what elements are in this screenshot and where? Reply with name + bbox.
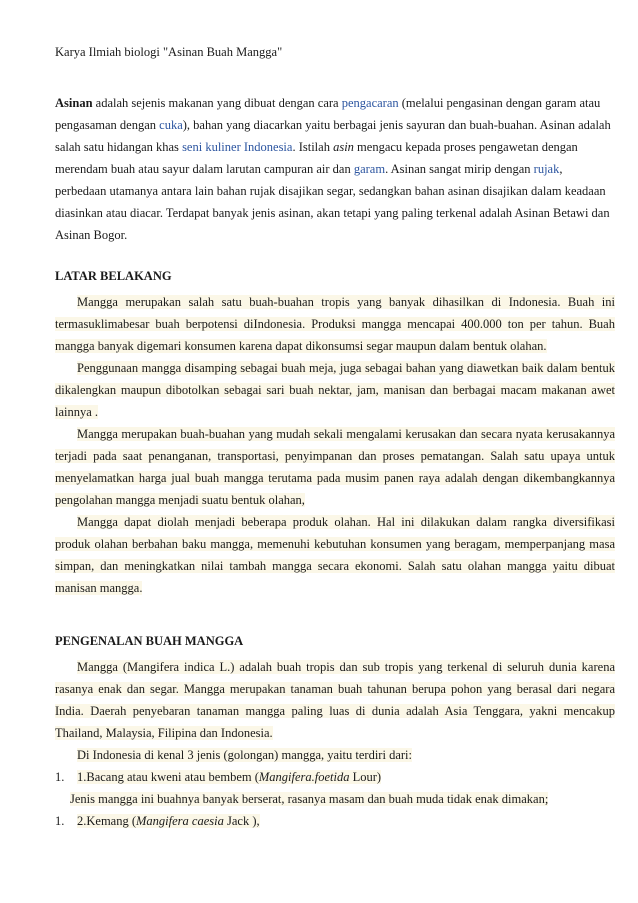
intro-paragraph: Asinan adalah sejenis makanan yang dibuat dengan cara pengacaran (melalui pengasinan dengan garam atau pengasaman dengan cuka), bahan yang diacarkan yaitu berbagai jenis sayuran dan buah-buahan. Asinan adalah salah satu hidangan khas seni kuliner Indonesia. Istilah asin mengacu kepada proses pengawetan dengan merendam buah atau sayur dalam larutan campuran air dan garam. Asinan sangat mirip dengan rujak, perbedaan utamanya antara lain bahan rujak disajikan segar, sedangkan bahan asinan disajikan dalam keadaan diasinkan atau diacar. Terdapat banyak jenis asinan, akan tetapi yang paling terkenal adalah Asinan Betawi dan Asinan Bogor. — [55, 96, 611, 242]
paragraph: Mangga merupakan salah satu buah-buahan tropis yang banyak dihasilkan di Indonesia. Buah ini termasuklimabesar buah berpotensi diIndonesia. Produksi mangga mencapai 400.000 ton per tahun. Buah mangga banyak digemari konsumen karena dapat dikonsumsi segar maupun dalam bentuk olahan. — [55, 295, 615, 353]
heading-pengenalan: PENGENALAN BUAH MANGGA — [55, 634, 244, 648]
link-cuka[interactable]: cuka — [159, 118, 183, 132]
page-title: Karya Ilmiah biologi "Asinan Buah Mangga" — [55, 45, 283, 59]
link-garam[interactable]: garam — [353, 162, 386, 176]
link-rujak[interactable]: rujak — [533, 162, 560, 176]
heading-latar-belakang: LATAR BELAKANG — [55, 269, 172, 283]
paragraph: Di Indonesia di kenal 3 jenis (golongan) mangga, yaitu terdiri dari: — [77, 748, 412, 762]
link-pengacaran[interactable]: pengacaran — [341, 96, 399, 110]
link-seni-kuliner[interactable]: seni kuliner Indonesia — [182, 140, 293, 154]
list-item: 1. 2.Kemang (Mangifera caesia Jack ), — [55, 814, 260, 828]
list-item-description: Jenis mangga ini buahnya banyak berserat, rasanya masam dan buah muda tidak enak dimakan; — [70, 792, 549, 806]
paragraph: Mangga merupakan buah-buahan yang mudah sekali mengalami kerusakan dan secara nyata kerusakannya terjadi pada saat penanganan, transportasi, penyimpanan dan proses pematangan. Salah satu upaya untuk menyelamatkan harga jual buah mangga terutama pada musim panen raya adalah dengan dikembangkannya pengolahan mangga menjadi suatu bentuk olahan, — [55, 427, 615, 507]
intro-term: Asinan — [55, 96, 93, 110]
paragraph: Mangga (Mangifera indica L.) adalah buah tropis dan sub tropis yang terkenal di seluruh dunia karena rasanya enak dan segar. Mangga merupakan tanaman buah tahunan berupa pohon yang berasal dari negara India. Daerah penyebaran tanaman mangga paling luas di dunia adalah Asia Tenggara, yakni mencakup Thailand, Malaysia, Filipina dan Indonesia. — [55, 660, 615, 740]
paragraph: Mangga dapat diolah menjadi beberapa produk olahan. Hal ini dilakukan dalam rangka diversifikasi produk olahan berbahan baku mangga, memenuhi kebutuhan konsumen yang beragam, memperpanjang masa simpan, dan meningkatkan nilai tambah mangga secara ekonomi. Salah satu olahan mangga yaitu dibuat manisan mangga. — [55, 515, 615, 595]
latar-belakang-body — [55, 291, 615, 599]
pengenalan-body — [55, 656, 615, 766]
paragraph: Penggunaan mangga disamping sebagai buah meja, juga sebagai bahan yang diawetkan baik dalam bentuk dikalengkan maupun dibotolkan sebagai sari buah nektar, jam, manisan dan berbagai macam makanan awet lainnya . — [55, 361, 615, 419]
list-item: 1. 1.Bacang atau kweni atau bembem (Mangifera.foetida Lour) — [55, 770, 382, 784]
